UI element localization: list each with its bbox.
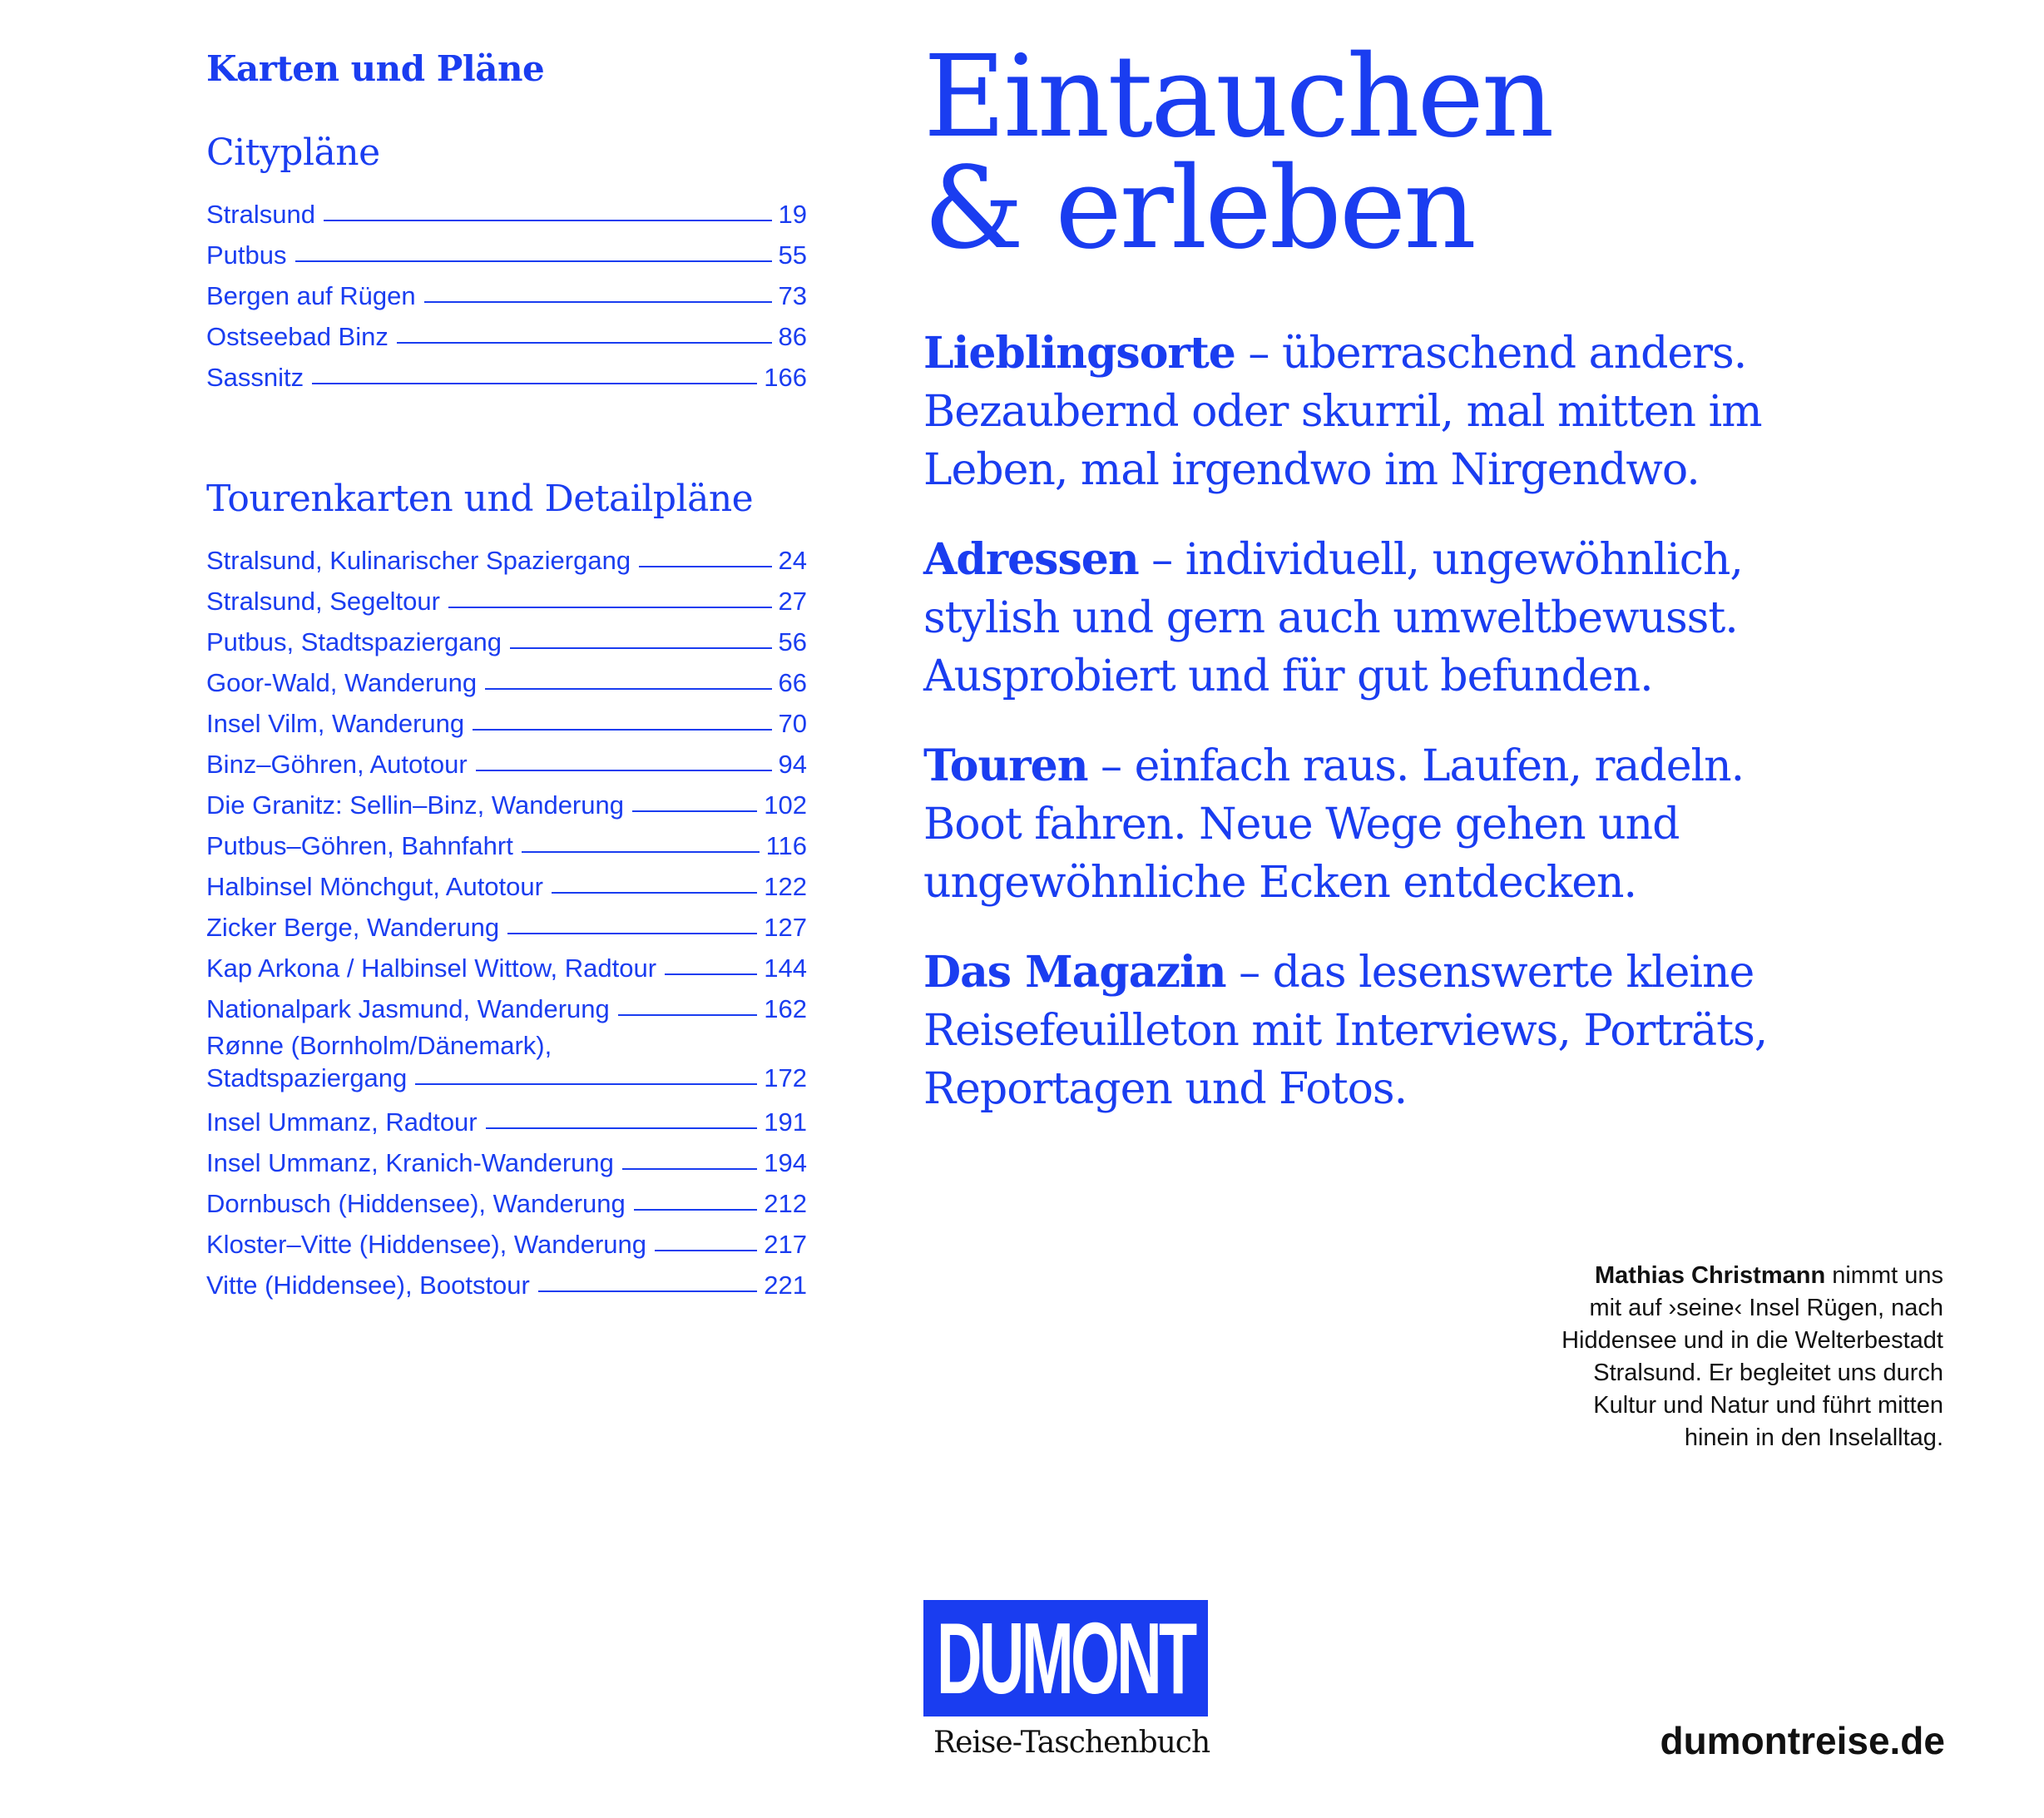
toc-leader-line <box>473 729 771 731</box>
feature-line <box>923 324 1755 383</box>
toc-entry <box>206 662 807 703</box>
toc-leader-line <box>476 770 772 771</box>
feature-line <box>923 589 1755 647</box>
toc-leader-line <box>632 810 757 812</box>
title-line-2: & erleben <box>923 143 1474 275</box>
toc-page-number: 221 <box>764 1270 807 1300</box>
author-line <box>1477 1260 1943 1292</box>
feature-line <box>923 737 1755 795</box>
feature-text: Ausprobiert und für gut befunden. <box>923 651 1653 701</box>
author-text: Kultur und Natur und führt mitten <box>1593 1392 1943 1419</box>
toc-page-number: 56 <box>778 627 807 656</box>
toc-entry <box>206 357 807 398</box>
dumont-logo <box>923 1600 1208 1716</box>
feature-text: ungewöhnliche Ecken entdecken. <box>923 858 1637 908</box>
toc-page-number: 70 <box>778 708 807 738</box>
toc-page-number: 144 <box>764 953 807 983</box>
toc-entry <box>206 785 807 825</box>
page-title <box>923 32 1552 275</box>
toc-page-number: 19 <box>778 200 807 230</box>
toc-entry <box>206 1142 807 1183</box>
feature-text: – das lesenswerte kleine <box>1225 948 1754 998</box>
toc-entry-label: Stralsund <box>206 200 315 230</box>
author-line <box>1477 1390 1943 1422</box>
toc-page-number: 194 <box>764 1147 807 1177</box>
toc-entry-label: Stralsund, Kulinarischer Spaziergang <box>206 545 631 575</box>
tour-maps-list <box>206 540 807 1305</box>
toc-page-number: 55 <box>778 240 807 270</box>
toc-page-number: 212 <box>764 1188 807 1218</box>
toc-leader-line <box>507 933 757 934</box>
feature-text: stylish und gern auch umweltbewusst. <box>923 593 1738 643</box>
toc-leader-line <box>486 1127 758 1129</box>
logo-text: DUMONT <box>937 1602 1195 1715</box>
author-line <box>1477 1422 1943 1454</box>
toc-page-number: 27 <box>778 586 807 616</box>
toc-entry <box>206 744 807 785</box>
toc-entry <box>206 1265 807 1305</box>
feature-paragraph <box>923 737 1755 912</box>
toc-entry <box>206 194 807 235</box>
toc-entry-label: Insel Ummanz, Radtour <box>206 1107 478 1137</box>
toc-page-number: 94 <box>778 749 807 779</box>
toc-leader-line <box>510 647 771 649</box>
logo-subtitle: Reise-Taschenbuch <box>933 1726 1210 1760</box>
title-line-1: Eintauchen <box>923 32 1552 163</box>
toc-leader-line <box>485 688 771 690</box>
tour-maps-heading: Tourenkarten und Detailpläne <box>206 478 754 521</box>
toc-entry <box>206 948 807 988</box>
website-url: dumontreise.de <box>1660 1719 1945 1762</box>
feature-line <box>923 383 1762 441</box>
toc-entry-label: Binz–Göhren, Autotour <box>206 749 468 779</box>
toc-page-number: 127 <box>764 912 807 942</box>
toc-leader-line <box>424 301 772 303</box>
toc-entry <box>206 1183 807 1224</box>
toc-leader-line <box>655 1250 757 1251</box>
author-text: hinein in den Inselalltag. <box>1684 1424 1943 1451</box>
toc-leader-line <box>324 220 772 221</box>
feature-text: Boot fahren. Neue Wege gehen und <box>923 800 1680 850</box>
feature-paragraph <box>923 531 1755 706</box>
feature-line <box>923 647 1755 706</box>
feature-line <box>923 1060 1755 1118</box>
toc-entry-label: Ostseebad Binz <box>206 322 389 352</box>
feature-term: Touren <box>923 741 1088 791</box>
feature-term: Lieblingsorte <box>923 328 1235 379</box>
feature-line <box>923 795 1755 854</box>
toc-page-number: 86 <box>778 322 807 352</box>
toc-page-number: 172 <box>764 1063 807 1092</box>
toc-entry-label: Putbus <box>206 240 287 270</box>
toc-entry <box>206 1224 807 1265</box>
toc-entry <box>206 316 807 357</box>
toc-entry <box>206 703 807 744</box>
toc-leader-line <box>622 1168 757 1170</box>
city-plans-list <box>206 194 807 398</box>
toc-entry-label: Putbus–Göhren, Bahnfahrt <box>206 830 513 860</box>
toc-entry-label: Insel Vilm, Wanderung <box>206 708 465 738</box>
toc-entry-line2 <box>206 1062 807 1094</box>
feature-line <box>923 441 1755 499</box>
toc-entry <box>206 988 807 1029</box>
features-list <box>923 324 1768 1150</box>
feature-text: – einfach raus. Laufen, radeln. <box>1087 741 1745 791</box>
feature-text: – überraschend anders. <box>1235 329 1747 379</box>
author-line <box>1477 1325 1943 1357</box>
toc-entry-label: Halbinsel Mönchgut, Autotour <box>206 871 543 901</box>
toc-page-number: 66 <box>778 667 807 697</box>
feature-line <box>923 854 1755 912</box>
toc-page-number: 191 <box>764 1107 807 1137</box>
toc-entry-label: Putbus, Stadtspaziergang <box>206 627 502 656</box>
feature-text: Reportagen und Fotos. <box>923 1064 1408 1114</box>
toc-leader-line <box>634 1209 758 1211</box>
toc-page-number: 73 <box>778 281 807 311</box>
toc-entry-label: Bergen auf Rügen <box>206 281 416 311</box>
author-text: Hiddensee und in die Welterbestadt <box>1561 1327 1943 1354</box>
toc-leader-line <box>618 1014 757 1016</box>
toc-entry <box>206 1102 807 1142</box>
toc-entry-label: Goor-Wald, Wanderung <box>206 667 478 697</box>
toc-entry-label: Rønne (Bornholm/Dänemark), <box>206 1030 552 1060</box>
toc-entry-label: Vitte (Hiddensee), Bootstour <box>206 1270 530 1300</box>
toc-entry-label-cont: Stadtspaziergang <box>206 1063 408 1092</box>
feature-paragraph <box>923 944 1768 1118</box>
toc-leader-line <box>522 851 760 853</box>
toc-entry-label: Kloster–Vitte (Hiddensee), Wanderung <box>206 1229 647 1259</box>
toc-page-number: 217 <box>764 1229 807 1259</box>
toc-leader-line <box>415 1083 757 1085</box>
feature-text: Leben, mal irgendwo im Nirgendwo. <box>923 445 1700 495</box>
toc-page-number: 166 <box>764 363 807 393</box>
toc-entry-label: Sassnitz <box>206 363 304 393</box>
toc-entry-label: Zicker Berge, Wanderung <box>206 912 500 942</box>
feature-text: Bezaubernd oder skurril, mal mitten im <box>923 387 1762 437</box>
toc-entry-label: Die Granitz: Sellin–Binz, Wanderung <box>206 790 624 820</box>
toc-leader-line <box>665 973 757 975</box>
toc-entry <box>206 540 807 581</box>
author-name: Mathias Christmann <box>1595 1262 1826 1289</box>
toc-page-number: 122 <box>764 871 807 901</box>
toc-entry <box>206 235 807 275</box>
author-line <box>1477 1357 1943 1390</box>
toc-leader-line <box>448 607 772 608</box>
toc-entry <box>206 622 807 662</box>
toc-entry <box>206 907 807 948</box>
feature-text: – individuell, ungewöhnlich, <box>1138 535 1743 585</box>
feature-term: Das Magazin <box>923 947 1226 998</box>
toc-leader-line <box>312 383 757 384</box>
toc-entry-label: Kap Arkona / Halbinsel Wittow, Radtour <box>206 953 657 983</box>
author-text: Stralsund. Er begleitet uns durch <box>1593 1360 1943 1386</box>
toc-entry-label: Dornbusch (Hiddensee), Wanderung <box>206 1188 626 1218</box>
toc-entry-label: Stralsund, Segeltour <box>206 586 440 616</box>
feature-text: Reisefeuilleton mit Interviews, Porträts, <box>923 1006 1768 1056</box>
feature-line <box>923 1002 1768 1060</box>
author-text: nimmt uns <box>1825 1262 1943 1289</box>
feature-line <box>923 944 1755 1002</box>
toc-leader-line <box>295 260 772 262</box>
toc-entry <box>206 581 807 622</box>
author-line <box>1477 1292 1943 1325</box>
toc-page-number: 162 <box>764 993 807 1023</box>
feature-paragraph <box>923 324 1762 499</box>
toc-page-number: 102 <box>764 790 807 820</box>
author-text: mit auf ›seine‹ Insel Rügen, nach <box>1589 1295 1943 1321</box>
toc-entry-label: Nationalpark Jasmund, Wanderung <box>206 993 610 1023</box>
toc-entry <box>206 866 807 907</box>
toc-panel <box>206 48 807 1305</box>
toc-page-number: 24 <box>778 545 807 575</box>
toc-heading: Karten und Pläne <box>206 48 545 89</box>
city-plans-heading: Citypläne <box>206 131 380 175</box>
toc-entry <box>206 825 807 866</box>
toc-entry <box>206 1029 807 1102</box>
feature-line <box>923 531 1755 589</box>
toc-entry <box>206 275 807 316</box>
feature-term: Adressen <box>923 534 1139 585</box>
toc-leader-line <box>397 342 772 344</box>
toc-entry-label: Insel Ummanz, Kranich-Wanderung <box>206 1147 614 1177</box>
author-blurb <box>1477 1260 1943 1454</box>
toc-leader-line <box>639 566 771 567</box>
toc-page-number: 116 <box>765 830 807 860</box>
toc-leader-line <box>538 1290 757 1292</box>
toc-leader-line <box>552 892 757 894</box>
